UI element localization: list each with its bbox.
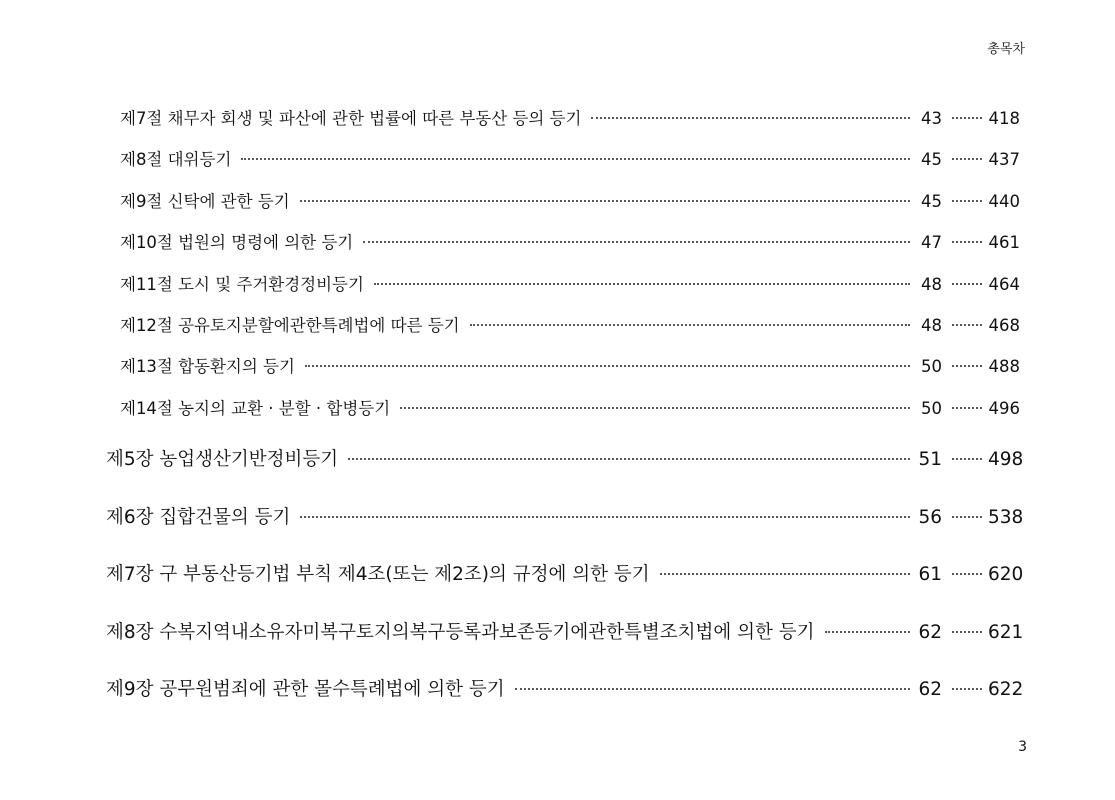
entry-title: 제9절 신탁에 관한 등기 xyxy=(120,191,290,211)
dot-leader xyxy=(952,200,982,202)
dot-leader xyxy=(952,516,982,518)
dot-leader xyxy=(952,407,982,409)
entry-title: 제11절 도시 및 주거환경정비등기 xyxy=(120,274,364,294)
dot-leader xyxy=(952,688,982,690)
page-end: 496 xyxy=(988,398,1020,418)
dot-leader xyxy=(952,283,982,285)
toc-section-entry[interactable] xyxy=(120,188,1020,229)
dot-leader xyxy=(300,200,910,202)
dot-leader xyxy=(305,365,910,367)
entry-title: 제8절 대위등기 xyxy=(120,150,232,170)
page-start: 47 xyxy=(921,233,942,253)
page-end: 440 xyxy=(988,191,1020,211)
dot-leader xyxy=(515,688,910,690)
page-end: 461 xyxy=(988,233,1020,253)
dot-leader xyxy=(300,516,910,518)
dot-leader xyxy=(952,365,982,367)
page-end: 437 xyxy=(988,150,1020,170)
dot-leader xyxy=(825,631,910,633)
dot-leader xyxy=(952,241,982,243)
entry-title: 제12절 공유토지분할에관한특례법에 따른 등기 xyxy=(120,316,460,335)
page-start: 48 xyxy=(921,316,942,335)
dot-leader xyxy=(400,407,910,409)
dot-leader xyxy=(952,458,982,460)
page-start: 62 xyxy=(918,679,942,700)
dot-leader xyxy=(591,117,910,119)
page-start: 51 xyxy=(918,449,942,470)
toc-chapter-entry[interactable] xyxy=(106,503,1024,560)
page-start: 61 xyxy=(918,564,942,585)
dot-leader xyxy=(374,283,910,285)
page-end: 488 xyxy=(988,357,1020,377)
toc-section-entry[interactable] xyxy=(120,146,1020,187)
dot-leader xyxy=(952,158,982,160)
page-start: 50 xyxy=(921,357,942,377)
page-start: 45 xyxy=(921,191,942,211)
toc-section-entry[interactable] xyxy=(120,312,1020,353)
page-start: 48 xyxy=(921,274,942,294)
toc-chapter-entry[interactable] xyxy=(106,560,1024,617)
entry-title: 제5장 농업생산기반정비등기 xyxy=(106,449,339,470)
page-start: 56 xyxy=(918,506,942,528)
toc-section-entry[interactable] xyxy=(120,271,1020,312)
entry-title: 제8장 수복지역내소유자미복구토지의복구등록과보존등기에관한특별조치법에 의한 등기 xyxy=(106,621,815,643)
page-end: 468 xyxy=(988,316,1020,335)
page-end: 418 xyxy=(988,109,1020,128)
entry-title: 제6장 집합건물의 등기 xyxy=(106,506,291,528)
toc-section-entry[interactable] xyxy=(120,395,1020,436)
dot-leader xyxy=(952,117,982,119)
entry-title: 제9장 공무원범죄에 관한 몰수특례법에 의한 등기 xyxy=(106,679,505,700)
entry-title: 제14절 농지의 교환 · 분할 · 합병등기 xyxy=(120,398,391,418)
page-end: 622 xyxy=(988,679,1024,700)
toc-section-entry[interactable] xyxy=(120,353,1020,394)
page-start: 50 xyxy=(921,398,942,418)
dot-leader xyxy=(952,324,982,326)
toc-section-entry[interactable] xyxy=(120,229,1020,270)
dot-leader xyxy=(470,324,910,326)
toc-chapter-entry[interactable] xyxy=(106,675,1024,732)
page-end: 538 xyxy=(988,506,1024,528)
dot-leader xyxy=(241,158,910,160)
toc-chapter-entry[interactable] xyxy=(106,445,1024,502)
running-header: 총목차 xyxy=(987,42,1025,57)
entry-title: 제10절 법원의 명령에 의한 등기 xyxy=(120,233,354,253)
page-end: 498 xyxy=(988,449,1024,470)
page-start: 62 xyxy=(918,621,942,643)
dot-leader xyxy=(952,573,982,575)
entry-title: 제7절 채무자 회생 및 파산에 관한 법률에 따른 부동산 등의 등기 xyxy=(120,109,582,128)
page-number: 3 xyxy=(1018,739,1027,755)
toc-section-entry[interactable] xyxy=(120,105,1020,146)
dot-leader xyxy=(348,458,910,460)
page-end: 621 xyxy=(988,621,1024,643)
page-end: 464 xyxy=(988,274,1020,294)
dot-leader xyxy=(660,573,910,575)
entry-title: 제13절 합동환지의 등기 xyxy=(120,357,295,377)
dot-leader xyxy=(952,631,982,633)
page-start: 43 xyxy=(921,109,942,128)
toc-chapter-entry[interactable] xyxy=(106,618,1024,675)
page-end: 620 xyxy=(988,564,1024,585)
page-start: 45 xyxy=(921,150,942,170)
dot-leader xyxy=(363,241,910,243)
entry-title: 제7장 구 부동산등기법 부칙 제4조(또는 제2조)의 규정에 의한 등기 xyxy=(106,564,650,585)
